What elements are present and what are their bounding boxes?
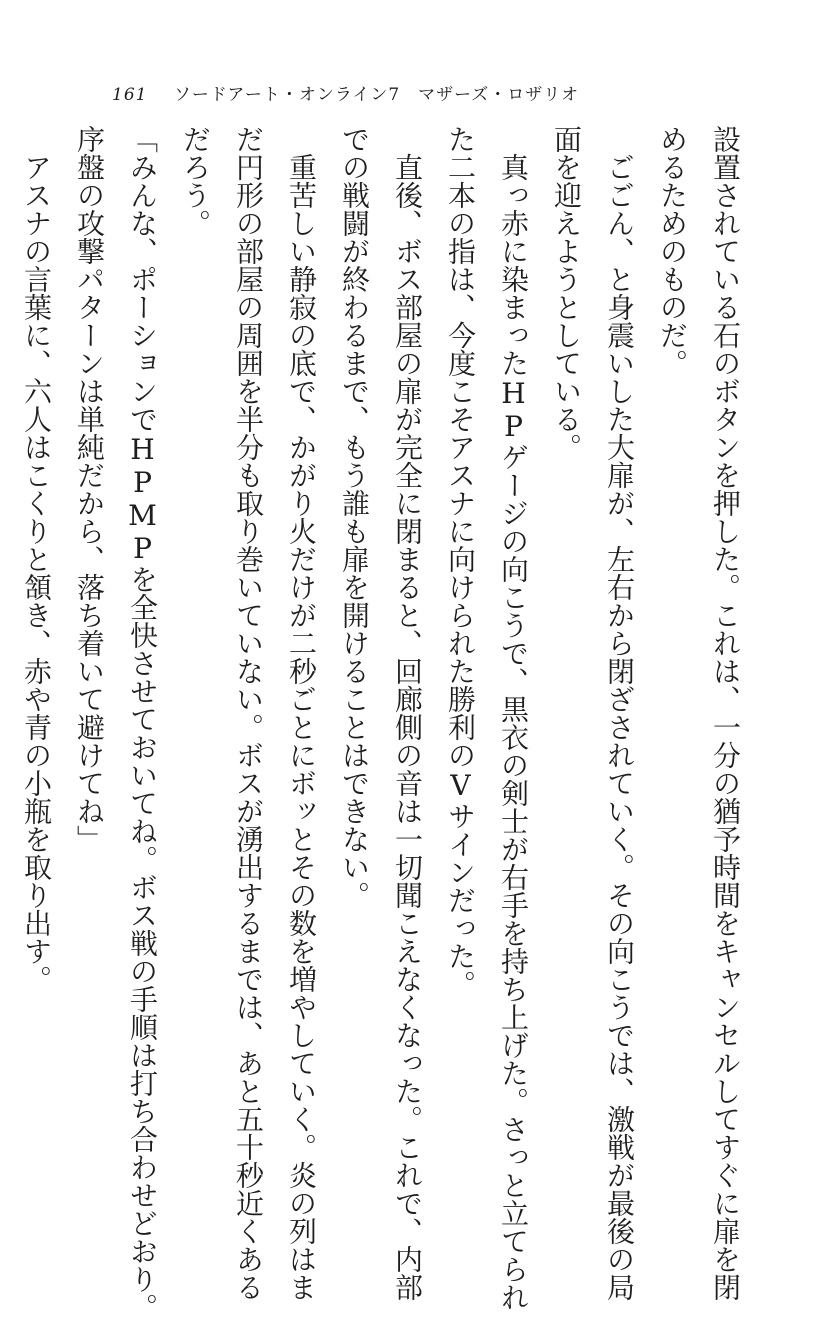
text-line: めるためのものだ。	[656, 125, 689, 377]
text-line: 真っ赤に染まったHPゲージの向こうで、黒衣の剣士が右手を持ち上げた。さっと立てられ	[497, 125, 530, 1311]
running-head	[112, 80, 579, 105]
book-title: ソードアート・オンライン7 マザーズ・ロザリオ	[173, 85, 580, 105]
text-line: 重苦しい静寂の底で、かがり火だけが二秒ごとにボッとその数を増やしていく。炎の列はま	[285, 125, 318, 1301]
page-number: 161	[112, 85, 148, 105]
text-line: 面を迎えようとしている。	[550, 125, 583, 461]
text-line: だ円形の部屋の周囲を半分も取り巻いていない。ボスが湧出するまでは、あと五十秒近くある	[232, 125, 265, 1301]
text-line: 直後、ボス部屋の扉が完全に閉まると、回廊側の音は一切聞こえなくなった。これで、内部	[391, 125, 424, 1301]
text-line: 序盤の攻撃パターンは単純だから、落ち着いて避けてね」	[73, 125, 106, 853]
text-line: アスナの言葉に、六人はこくりと頷き、赤や青の小瓶を取り出す。	[20, 125, 53, 993]
body-text	[20, 125, 752, 1321]
text-line: だろう。	[179, 125, 212, 237]
text-line: た二本の指は、今度こそアスナに向けられた勝利のVサインだった。	[444, 125, 477, 998]
text-line	[0, 125, 10, 1130]
text-line: 「みんな、ポーションでHPMPを全快させておいてね。ボス戦の手順は打ち合わせどおり。	[126, 125, 159, 1321]
text-line: 設置されている石のボタンを押した。これは、一分の猶予時間をキャンセルしてすぐに扉を閉	[709, 125, 742, 1301]
text-line: での戦闘が終わるまで、もう誰も扉を開けることはできない。	[338, 125, 371, 909]
text-line: ごごん、と身震いした大扉が、左右から閉ざされていく。その向こうでは、激戦が最後の局	[603, 125, 636, 1301]
